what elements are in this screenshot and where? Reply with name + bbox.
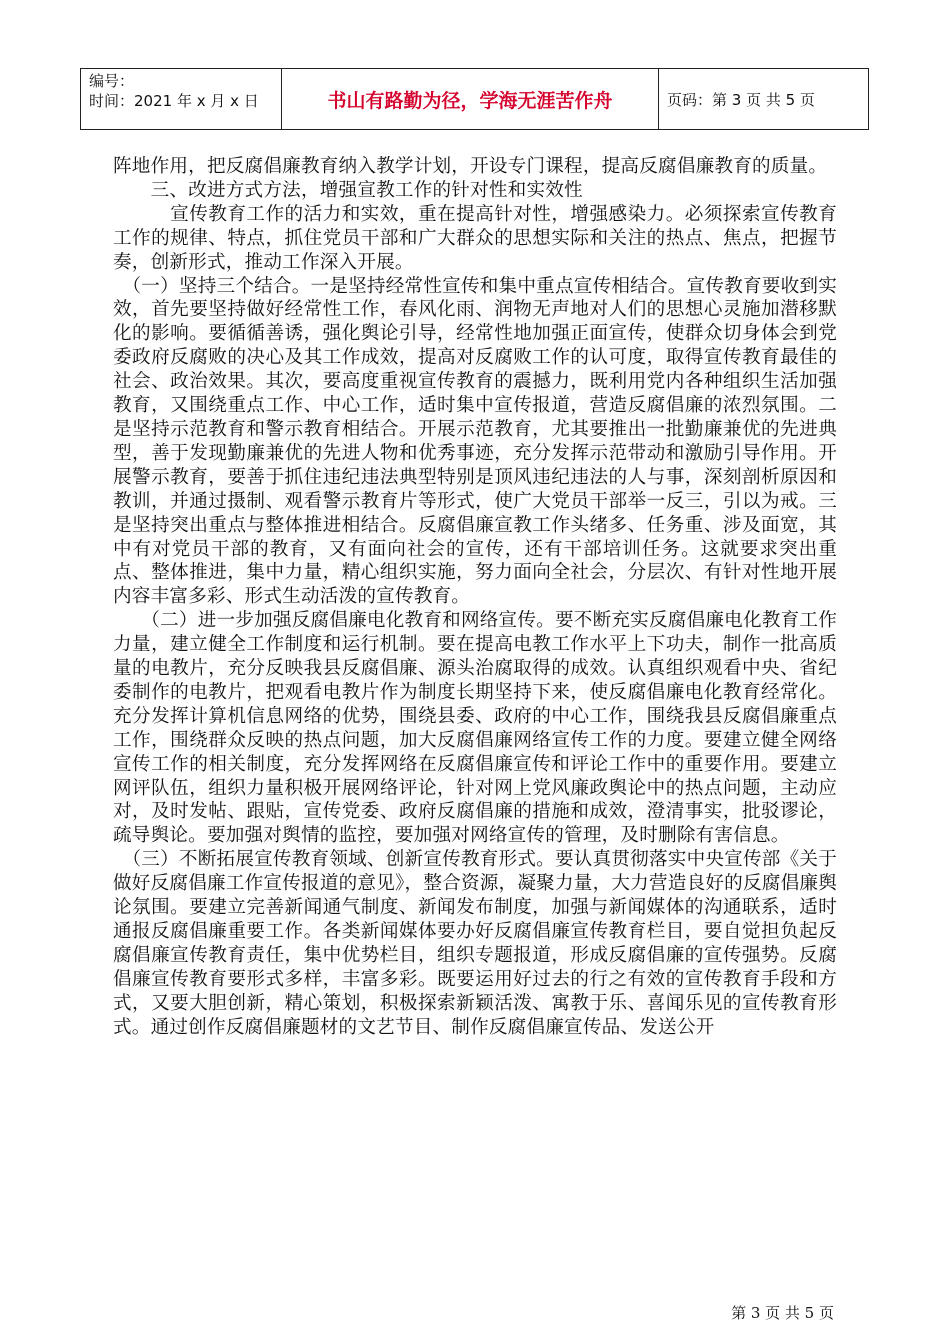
paragraph: 阵地作用，把反腐倡廉教育纳入教学计划，开设专门课程，提高反腐倡廉教育的质量。 [113,156,828,177]
header-page-info: 页码：第 3 页 共 5 页 [667,90,815,109]
header-motto: 书山有路勤为径，学海无涯苦作舟 [282,69,659,129]
section-heading: 三、改进方式方法，增强宣教工作的针对性和实效性 [113,179,583,201]
paragraph: （二）进一步加强反腐倡廉电化教育和网络宣传。要不断充实反腐倡廉电化教育工作力量，建立健全工作制度和运行机制。要在提高电教工作水平上下功夫，制作一批高质量的电教片，充分反映我县反腐倡廉、源头治腐取得的成效。认真组织观看中央、省纪委制作的电教片，把观看电教片作为制度长期坚持下来，使反腐倡廉电化教育经常化。充分发挥计算机信息网络的优势，围绕县委、政府的中心工作，围绕我县反腐倡廉重点工作，围绕群众反映的热点问题，加大反腐倡廉网络宣传工作的力度。要建立健全网络宣传工作的相关制度，充分发挥网络在反腐倡廉宣传和评论工作中的重要作用。要建立网评队伍，组织力量积极开展网络评论，针对网上党风廉政舆论中的热点问题，主动应对，及时发帖、跟贴，宣传党委、政府反腐倡廉的措施和成效，澄清事实，批驳谬论，疏导舆论。要加强对舆情的监控，要加强对网络宣传的管理，及时删除有害信息。 [113,610,837,847]
header-meta [81,69,282,129]
paragraph: 宣传教育工作的活力和实效，重在提高针对性，增强感染力。必须探索宣传教育工作的规律、特点，抓住党员干部和广大群众的思想实际和关注的热点、焦点，把握节奏，创新形式，推动工作深入开展。 [113,203,837,273]
document-number: 编号： [89,72,135,90]
paragraph: （三）不断拓展宣传教育领域、创新宣传教育形式。要认真贯彻落实中央宣传部《关于做好反腐倡廉工作宣传报道的意见》，整合资源，凝聚力量，大力营造良好的反腐倡廉舆论氛围。要建立完善新闻通气制度、新闻发布制度，加强与新闻媒体的沟通联系，适时通报反腐倡廉重要工作。各类新闻媒体要办好反腐倡廉宣传教育栏目，要自觉担负起反腐倡廉宣传教育责任，集中优势栏目，组织专题报道，形成反腐倡廉的宣传强势。反腐倡廉宣传教育要形式多样，丰富多彩。既要运用好过去的行之有效的宣传教育手段和方式，又要大胆创新，精心策划，积极探索新颖活泼、寓教于乐、喜闻乐见的宣传教育形式。通过创作反腐倡廉题材的文艺节目、制作反腐倡廉宣传品、发送公开 [113,849,837,1038]
page-footer: 第 3 页 共 5 页 [731,1304,834,1322]
document-date: 时间：2021 年 x 月 x 日 [89,92,259,110]
paragraph: （一）坚持三个结合。一是坚持经常性宣传和集中重点宣传相结合。宣传教育要收到实效，首先要坚持做好经常性工作，春风化雨、润物无声地对人们的思想心灵施加潜移默化的影响。要循循善诱，强化舆论引导，经常性地加强正面宣传，使群众切身体会到党委政府反腐败的决心及其工作成效，提高对反腐败工作的认可度，取得宣传教育最佳的社会、政治效果。其次，要高度重视宣传教育的震撼力，既利用党内各种组织生活加强教育，又围绕重点工作、中心工作，适时集中宣传报道，营造反腐倡廉的浓烈氛围。二是坚持示范教育和警示教育相结合。开展示范教育，尤其要推出一批勤廉兼优的先进典型，善于发现勤廉兼优的先进人物和优秀事迹，充分发挥示范带动和激励引导作用。开展警示教育，要善于抓住违纪违法典型特别是顶风违纪违法的人与事，深刻剖析原因和教训，并通过摄制、观看警示教育片等形式，使广大党员干部举一反三，引以为戒。三是坚持突出重点与整体推进相结合。反腐倡廉宣教工作头绪多、任务重、涉及面宽，其中有对党员干部的教育，又有面向社会的宣传，还有干部培训任务。这就要求突出重点、整体推进，集中力量，精心组织实施，努力面向全社会，分层次、有针对性地开展内容丰富多彩、形式生动活泼的宣传教育。 [113,275,837,608]
page-header [80,68,869,130]
document-body [113,155,837,1040]
